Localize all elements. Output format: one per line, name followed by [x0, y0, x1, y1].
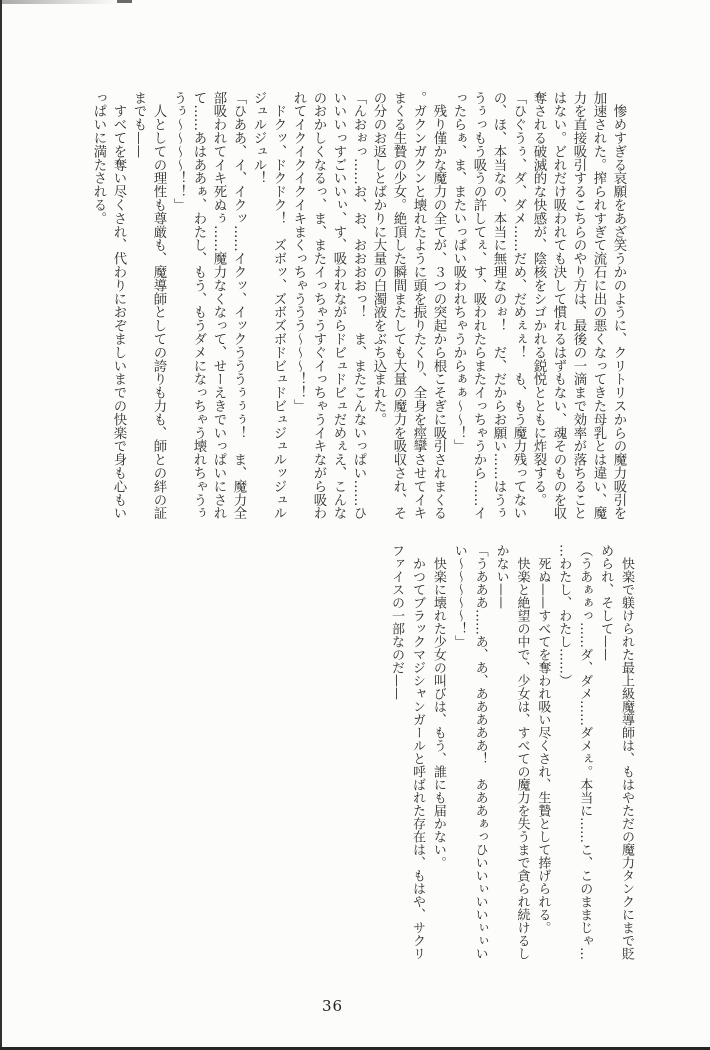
paragraph: （うあぁぁっ……ダ、ダメ……ダメぇ。本当に……こ、このままじゃ……わたし、わたし……） [556, 544, 593, 960]
paragraph: かつてブラックマジシャンガールと呼ばれた存在は、もはや、サクリファイスの一部なのだ—— [389, 544, 425, 960]
paragraph: 快楽に壊れた少女の叫びは、もう、誰にも届かない。 [430, 544, 446, 869]
paragraph: 快楽で躾けられた最上級魔導師は、もはやただの魔力タンクにまで貶められ、そして—— [598, 544, 634, 960]
paragraph: 「ひああ、イ、イクッ……イクッ、イックうううぅぅぅ！ ま、魔力全部吸われてイキ死ぬぅ……魔力なくなって、せーえきでいっぱいにされて……あはああぁ、わたし、もう、もうダメになっちゃう壊れちゃうぅうぅ〜〜〜〜！！」 [171, 91, 246, 520]
paragraph: 「んおぉっ……お、お、おおおおっ！ ま、またこんないっぱい……ひいいいっすごいいぃ、す、吸われながらドビュドビュだめぇえ、こんなのおかしくなるっ、ま、またイっちゃうすぐイっちゃうイキながら吸われてイクイクイクイキまくっちゃううう〜〜〜！！」 [291, 91, 366, 520]
paragraph: 人としての理性も尊厳も、魔導師としての誇りも力も、師との絆の証までも—— [131, 91, 166, 520]
paragraph: 「うあああ……あ、あ、あああああ！ あああぁっひいいぃいいぃぃいい〜〜〜〜〜！」 [451, 544, 488, 960]
scan-artifact-top-streak [0, 0, 118, 4]
page-number: 36 [321, 997, 344, 1015]
paragraph: 死ぬ——すべてを奪われ吸い尽くされ、生贄として捧げられる。 [535, 544, 551, 934]
paragraph: ドクッ、ドクドク！ ズボッ、ズボズボドビュドビュジュルッジュルジュルジュル！ [251, 91, 286, 520]
paragraph: 「ひぐうぅ、ダ、ダメ……だめ、だめぇぇ！ も、もう魔力残ってないの、ほ、本当なの、本当に無理なのぉ！ だ、だからお願い……はうぅうぅっもう吸うの許してぇ、す、吸われたらまたイっちゃうから……イったらぁ、ま、またいっぱい吸われちゃうからぁぁ〜〜！」 [451, 91, 526, 520]
text-block-bottom [385, 544, 636, 961]
paragraph: 快楽と絶望の中で、少女は、すべての魔力を失うまで貪られ続けるしかない—— [493, 544, 530, 960]
paragraph: 惨めすぎる哀願をあざ笑うかのように、クリトリスからの魔力吸引を加速された。搾られすぎて流石に出の悪くなってきた母乳とは違い、魔力を直接吸引するこちらのやり方は、最後の一滴まで効率が落ちることはない。どれだけ吸われても決して慣れるはずもない、魂そのものを収奪される破滅的な快感が、陰核をシゴかれる鋭悦とともに炸裂する。 [531, 91, 626, 520]
text-block-top [88, 91, 628, 521]
scan-artifact-left-edge [0, 0, 2, 1050]
scan-artifact-top-tick [117, 0, 132, 3]
paragraph: 残り僅かな魔力の全てが、３つの突起から根こそぎに吸引されまくる。ガクンガクンと壊れたように頭を振りたくり、全身を痙攣させてイキまくる生贄の少女。絶頂した瞬間またしても大量の魔力を吸収され、その分のお返しとばかりに大量の白濁液をぶち込まれた。 [371, 91, 446, 520]
paragraph: すべてを奪い尽くされ、代わりにおぞましいまでの快楽で身も心もいっぱいに満たされる。 [91, 91, 126, 520]
